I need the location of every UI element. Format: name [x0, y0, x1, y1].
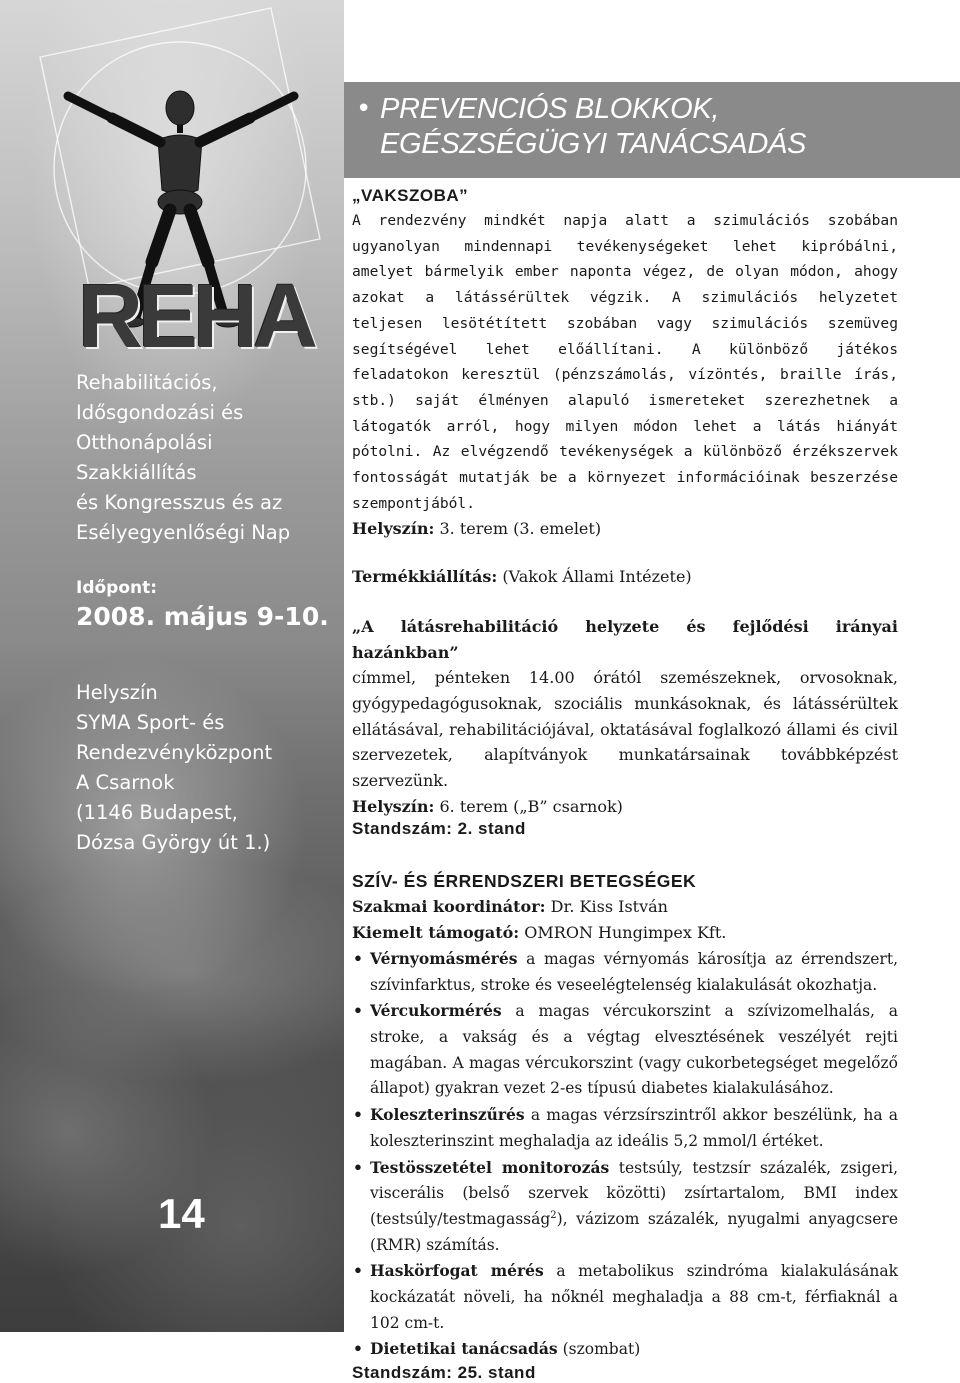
- item-text: a magas vércukorszint a szívizomelhalás, a stroke, a vakság és a végtag elvesztésének veszélyét rejti magában. A magas vércukorszint (vagy cukorbetegséget megelőző állapot) gyakran vezet 2-es típusú diabetes kialakulásához.: [370, 1002, 898, 1098]
- item-term: Dietetikai tanácsadás: [370, 1339, 558, 1359]
- item-term: Testösszetétel monitorozás: [370, 1157, 610, 1177]
- location-value: 6. terem („B” csarnok): [439, 796, 623, 816]
- list-item: [352, 1155, 898, 1259]
- list-item: [352, 998, 898, 1102]
- figure-head: [166, 91, 194, 125]
- item-text: a magas vérzsírszintről akkor beszélünk, ha a koleszterinszint meghaladja az ideális 5,2 mmol/l értéket.: [370, 1106, 898, 1150]
- section-header-bar: [344, 82, 960, 178]
- coordinator-label: Szakmai koordinátor:: [352, 897, 546, 917]
- location-line: (1146 Budapest,: [76, 801, 238, 824]
- vakszoba-heading: „VAKSZOBA”: [352, 186, 469, 205]
- vakszoba-body: A rendezvény mindkét napja alatt a szimulációs szobában ugyanolyan mindennapi tevékenységeket lehet kipróbálni, amelyet bármelyik ember naponta végez, de olyan módon, ahogy azokat a látássérültek végzik. A szimulációs helyzetet teljesen lesötétített szobában vagy szimulációs szemüveg segítségével lehet előállítani. A különböző játékos feladatokon keresztül (pénzszámolás, vízöntés, braille írás, stb.) saját élményen alapuló ismereteket szerezhetnek a látogatók arról, hogy milyen módon lehet a látás hiányát pótolni. Az elvégzendő tevékenységek a különböző érzékszervek fontosságát mutatják be a környezet információinak beszerzése szempontjából.: [352, 212, 898, 512]
- bullet-icon: •: [356, 94, 372, 124]
- coordinator-line: [352, 894, 898, 920]
- sponsor-label: Kiemelt támogató:: [352, 923, 520, 943]
- coordinator-name: Dr. Kiss István: [550, 897, 668, 917]
- item-text: (szombat): [557, 1340, 641, 1359]
- lecture-title: „A látásrehabilitáció helyzete és fejlődési irányai hazánkban”: [352, 616, 898, 662]
- sponsor-line: [352, 920, 898, 946]
- event-date: 2008. május 9-10.: [76, 602, 329, 631]
- location-line: Rendezvényközpont: [76, 741, 273, 764]
- event-title-line: és Kongresszus és az: [76, 491, 283, 514]
- termek-value: (Vakok Állami Intézete): [502, 567, 692, 587]
- item-text: a magas vérnyomás károsítja az érrendszert, szívinfarktus, stroke és veseelégtelenség kialakulását okozhatja.: [370, 949, 898, 994]
- location-line: A Csarnok: [76, 771, 175, 794]
- item-term: Vércukormérés: [370, 1001, 502, 1021]
- lecture-location: [352, 794, 898, 820]
- date-label: Időpont:: [76, 578, 158, 598]
- item-term: Vérnyomásmérés: [370, 948, 518, 968]
- stand-number: Standszám: 25. stand: [352, 1363, 536, 1383]
- main-content: [352, 186, 898, 1383]
- location-line: SYMA Sport- és: [76, 711, 225, 734]
- event-location: [76, 678, 272, 858]
- event-title-line: Idősgondozási és: [76, 401, 244, 424]
- reha-logo: REHA: [78, 267, 314, 367]
- cardio-heading: SZÍV- ÉS ÉRRENDSZERI BETEGSÉGEK: [352, 871, 697, 892]
- location-line: Dózsa György út 1.): [76, 831, 271, 854]
- section-title: PREVENCIÓS BLOKKOK, EGÉSZSÉGÜGYI TANÁCSADÁS: [380, 93, 807, 160]
- event-title-line: Szakkiállítás: [76, 461, 197, 484]
- item-text: ), vázizom százalék, nyugalmi anyagcsere (RMR) számítás.: [370, 1209, 898, 1254]
- page-number: 14: [158, 1190, 205, 1237]
- location-value: 3. terem (3. emelet): [439, 519, 602, 539]
- event-title-line: Rehabilitációs,: [76, 371, 218, 394]
- list-item: [352, 1258, 898, 1336]
- location-label: Helyszín:: [352, 519, 435, 539]
- termek-label: Termékkiállítás:: [352, 567, 498, 587]
- item-term: Koleszterinszűrés: [370, 1105, 525, 1125]
- sponsor-name: OMRON Hungimpex Kft.: [524, 923, 727, 943]
- location-label: Helyszín:: [352, 796, 435, 816]
- event-title-line: Otthonápolási: [76, 431, 213, 454]
- list-item: [352, 946, 898, 998]
- event-title: [76, 368, 290, 548]
- sidebar: [0, 0, 344, 1332]
- list-item: [352, 1336, 898, 1363]
- vakszoba-location: [352, 516, 898, 542]
- stand-number: Standszám: 2. stand: [352, 819, 526, 839]
- location-line: Helyszín: [76, 681, 158, 704]
- termek-line: [352, 564, 898, 590]
- lecture-body: címmel, pénteken 14.00 órától szemészeknek, orvosoknak, gyógypedagógusoknak, szociális munkásoknak, és látássérültek ellátásával, rehabilitációjával, oktatásával foglalkozó állami és civil szervezetek, alapítványok munkatársainak továbbképzést szervezünk.: [352, 668, 898, 791]
- superscript: 2: [550, 1209, 557, 1221]
- service-list: [352, 946, 898, 1363]
- list-item: [352, 1102, 898, 1154]
- event-title-line: Esélyegyenlőségi Nap: [76, 521, 291, 544]
- item-text: a metabolikus szindróma kialakulásának kockázatát növeli, ha nőknél meghaladja a 88 cm-t, férfiaknál a 102 cm-t.: [370, 1262, 899, 1332]
- item-text: testsúly, testzsír százalék, zsigeri, viscerális (belső szervek közötti) zsírtartalom, BMI index (testsúly/testmagasság: [370, 1158, 898, 1228]
- item-term: Haskörfogat mérés: [370, 1261, 544, 1281]
